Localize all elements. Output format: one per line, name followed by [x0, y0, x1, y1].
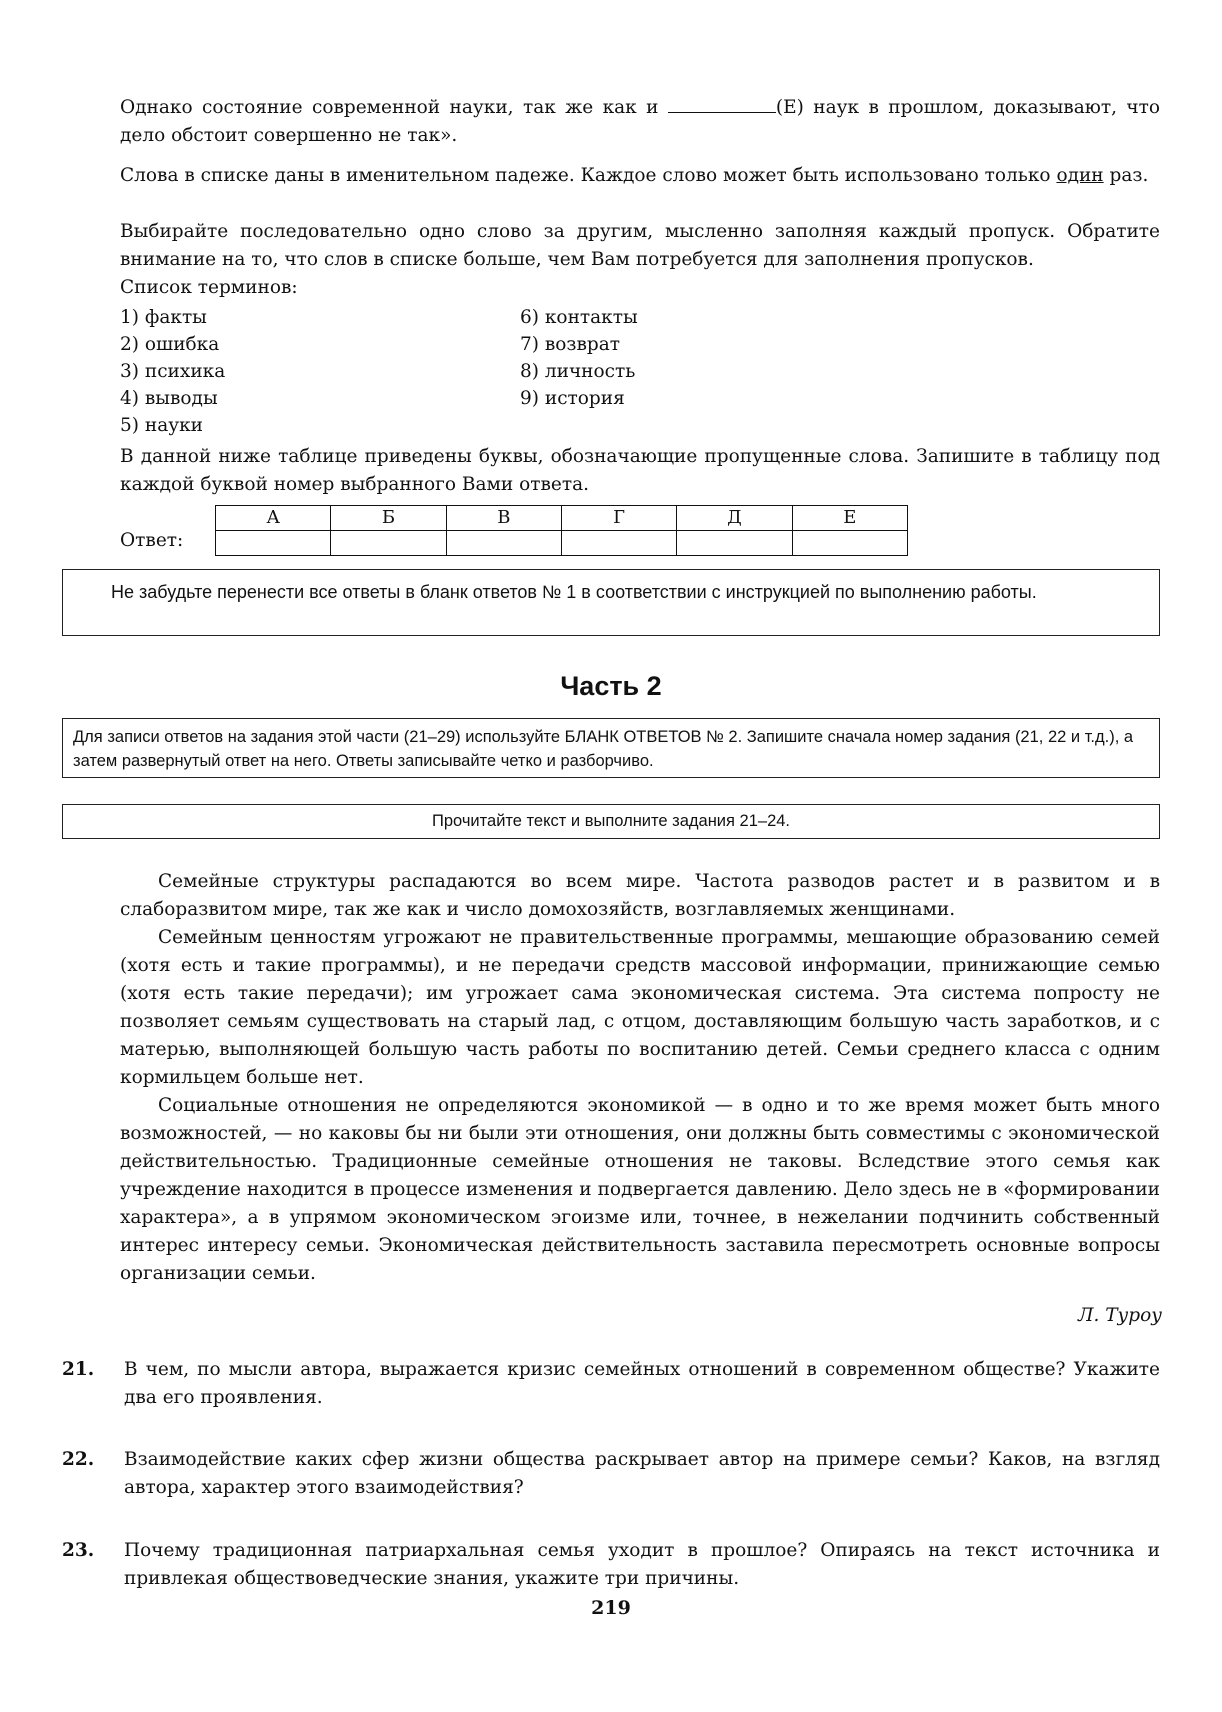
answer-cell[interactable]	[446, 531, 561, 556]
answer-label: Ответ:	[120, 530, 184, 551]
question-text: Взаимодействие каких сфер жизни общества раскрывает автор на примере семьи? Каков, на взгляд автора, характер этого взаимодействия?	[124, 1449, 1160, 1498]
answer-letter: Е	[792, 506, 907, 531]
term-item: 6) контакты	[520, 307, 638, 328]
term-item: 7) возврат	[520, 334, 621, 355]
instructions-line2: Выбирайте последовательно одно слово за другим, мысленно заполняя каждый пропуск. Обратите внимание на то, что слов в списке больше, чем Вам потребуется для заполнения пропусков.	[120, 221, 1160, 270]
underlined-word: один	[1056, 165, 1104, 186]
part-title: Часть 2	[560, 671, 662, 701]
answer-cell[interactable]	[792, 531, 907, 556]
answer-blank	[668, 92, 776, 113]
read-task-box	[62, 804, 1160, 839]
question-number: 21.	[62, 1359, 95, 1380]
term-item: 2) ошибка	[120, 334, 220, 355]
source-paragraph: Социальные отношения не определяются экономикой — в одно и то же время может быть много возможностей, — но каковы бы ни были эти отношения, они должны быть совместимы с экономической действительностью. Традиционные семейные отношения не таковы. Вследствие этого семья как учреждение находится в процессе изменения и подвергается давлению. Дело здесь не в «формировании характера», а в упрямом экономическом эгоизме или, точнее, в нежелании подчинить собственный интерес интересу семьи. Экономическая действительность заставила пересмотреть основные вопросы организации семьи.	[120, 1095, 1160, 1284]
question-number: 22.	[62, 1449, 95, 1470]
answer-letter: Г	[561, 506, 676, 531]
answer-table-row	[216, 531, 908, 556]
read-task-text: Прочитайте текст и выполните задания 21–24.	[431, 812, 791, 830]
page-number: 219	[591, 1597, 631, 1619]
question	[62, 1446, 1160, 1502]
top-paragraph-start: Однако состояние современной науки, так же как и	[120, 97, 668, 118]
term-item: 8) личность	[520, 361, 636, 382]
answer-letter: А	[216, 506, 331, 531]
answer-cell[interactable]	[561, 531, 676, 556]
question-number: 23.	[62, 1540, 95, 1561]
reminder-box	[62, 569, 1160, 636]
part2-instruction-box	[62, 718, 1160, 778]
term-item: 3) психика	[120, 361, 226, 382]
term-item: 9) история	[520, 388, 625, 409]
term-item: 1) факты	[120, 307, 207, 328]
instruction-text: Слова в списке даны в именительном падеже. Каждое слово может быть использовано только	[120, 165, 1057, 186]
answer-table-header	[216, 506, 908, 531]
answer-table	[215, 505, 908, 556]
source-text	[120, 868, 1160, 1288]
top-paragraph	[120, 92, 1160, 150]
instruction-text-end: раз.	[1103, 165, 1149, 186]
source-author: Л. Туроу	[1078, 1305, 1162, 1326]
question-text: В чем, по мысли автора, выражается кризис семейных отношений в современном обществе? Укажите два его проявления.	[124, 1359, 1160, 1408]
question	[62, 1356, 1160, 1412]
source-paragraph: Семейным ценностям угрожают не правительственные программы, мешающие образованию семей (хотя есть и такие программы), и не передачи средств массовой информации, принижающие семью (хотя есть такие передачи); им угрожает сама экономическая система. Эта система попросту не позволяет семьям существовать на старый лад, с отцом, доставляющим большую часть заработков, и с матерью, выполняющей большую часть работы по воспитанию детей. Семьи среднего класса с одним кормильцем больше нет.	[120, 927, 1160, 1088]
question-text: Почему традиционная патриархальная семья уходит в прошлое? Опираясь на текст источника и привлекая обществоведческие знания, укажите три причины.	[124, 1540, 1160, 1589]
table-intro: В данной ниже таблице приведены буквы, обозначающие пропущенные слова. Запишите в таблицу под каждой буквой номер выбранного Вами ответа.	[120, 446, 1160, 495]
answer-cell[interactable]	[216, 531, 331, 556]
answer-cell[interactable]	[331, 531, 446, 556]
part2-instruction-text: Для записи ответов на задания этой части (21–29) используйте БЛАНК ОТВЕТОВ № 2. Запишите сначала номер задания (21, 22 и т.д.), а затем развернутый ответ на него. Ответы записывайте четко и разборчиво.	[73, 728, 1134, 770]
source-paragraph: Семейные структуры распадаются во всем мире. Частота разводов растет и в развитом и в слаборазвитом мире, так же как и число домохозяйств, возглавляемых женщинами.	[120, 871, 1160, 920]
top-paragraph-end: (Е) наук в прошлом, доказывают, что дело обстоит совершенно не так».	[120, 97, 1160, 146]
term-item: 5) науки	[120, 415, 204, 436]
answer-letter: В	[446, 506, 561, 531]
terms-list-title: Список терминов:	[120, 277, 298, 298]
question	[62, 1537, 1160, 1593]
answer-cell[interactable]	[677, 531, 792, 556]
instructions-line1	[120, 162, 1160, 190]
answer-letter: Д	[677, 506, 792, 531]
term-item: 4) выводы	[120, 388, 218, 409]
reminder-text: Не забудьте перенести все ответы в бланк ответов № 1 в соответствии с инструкцией по выполнению работы.	[111, 582, 1037, 602]
answer-letter: Б	[331, 506, 446, 531]
